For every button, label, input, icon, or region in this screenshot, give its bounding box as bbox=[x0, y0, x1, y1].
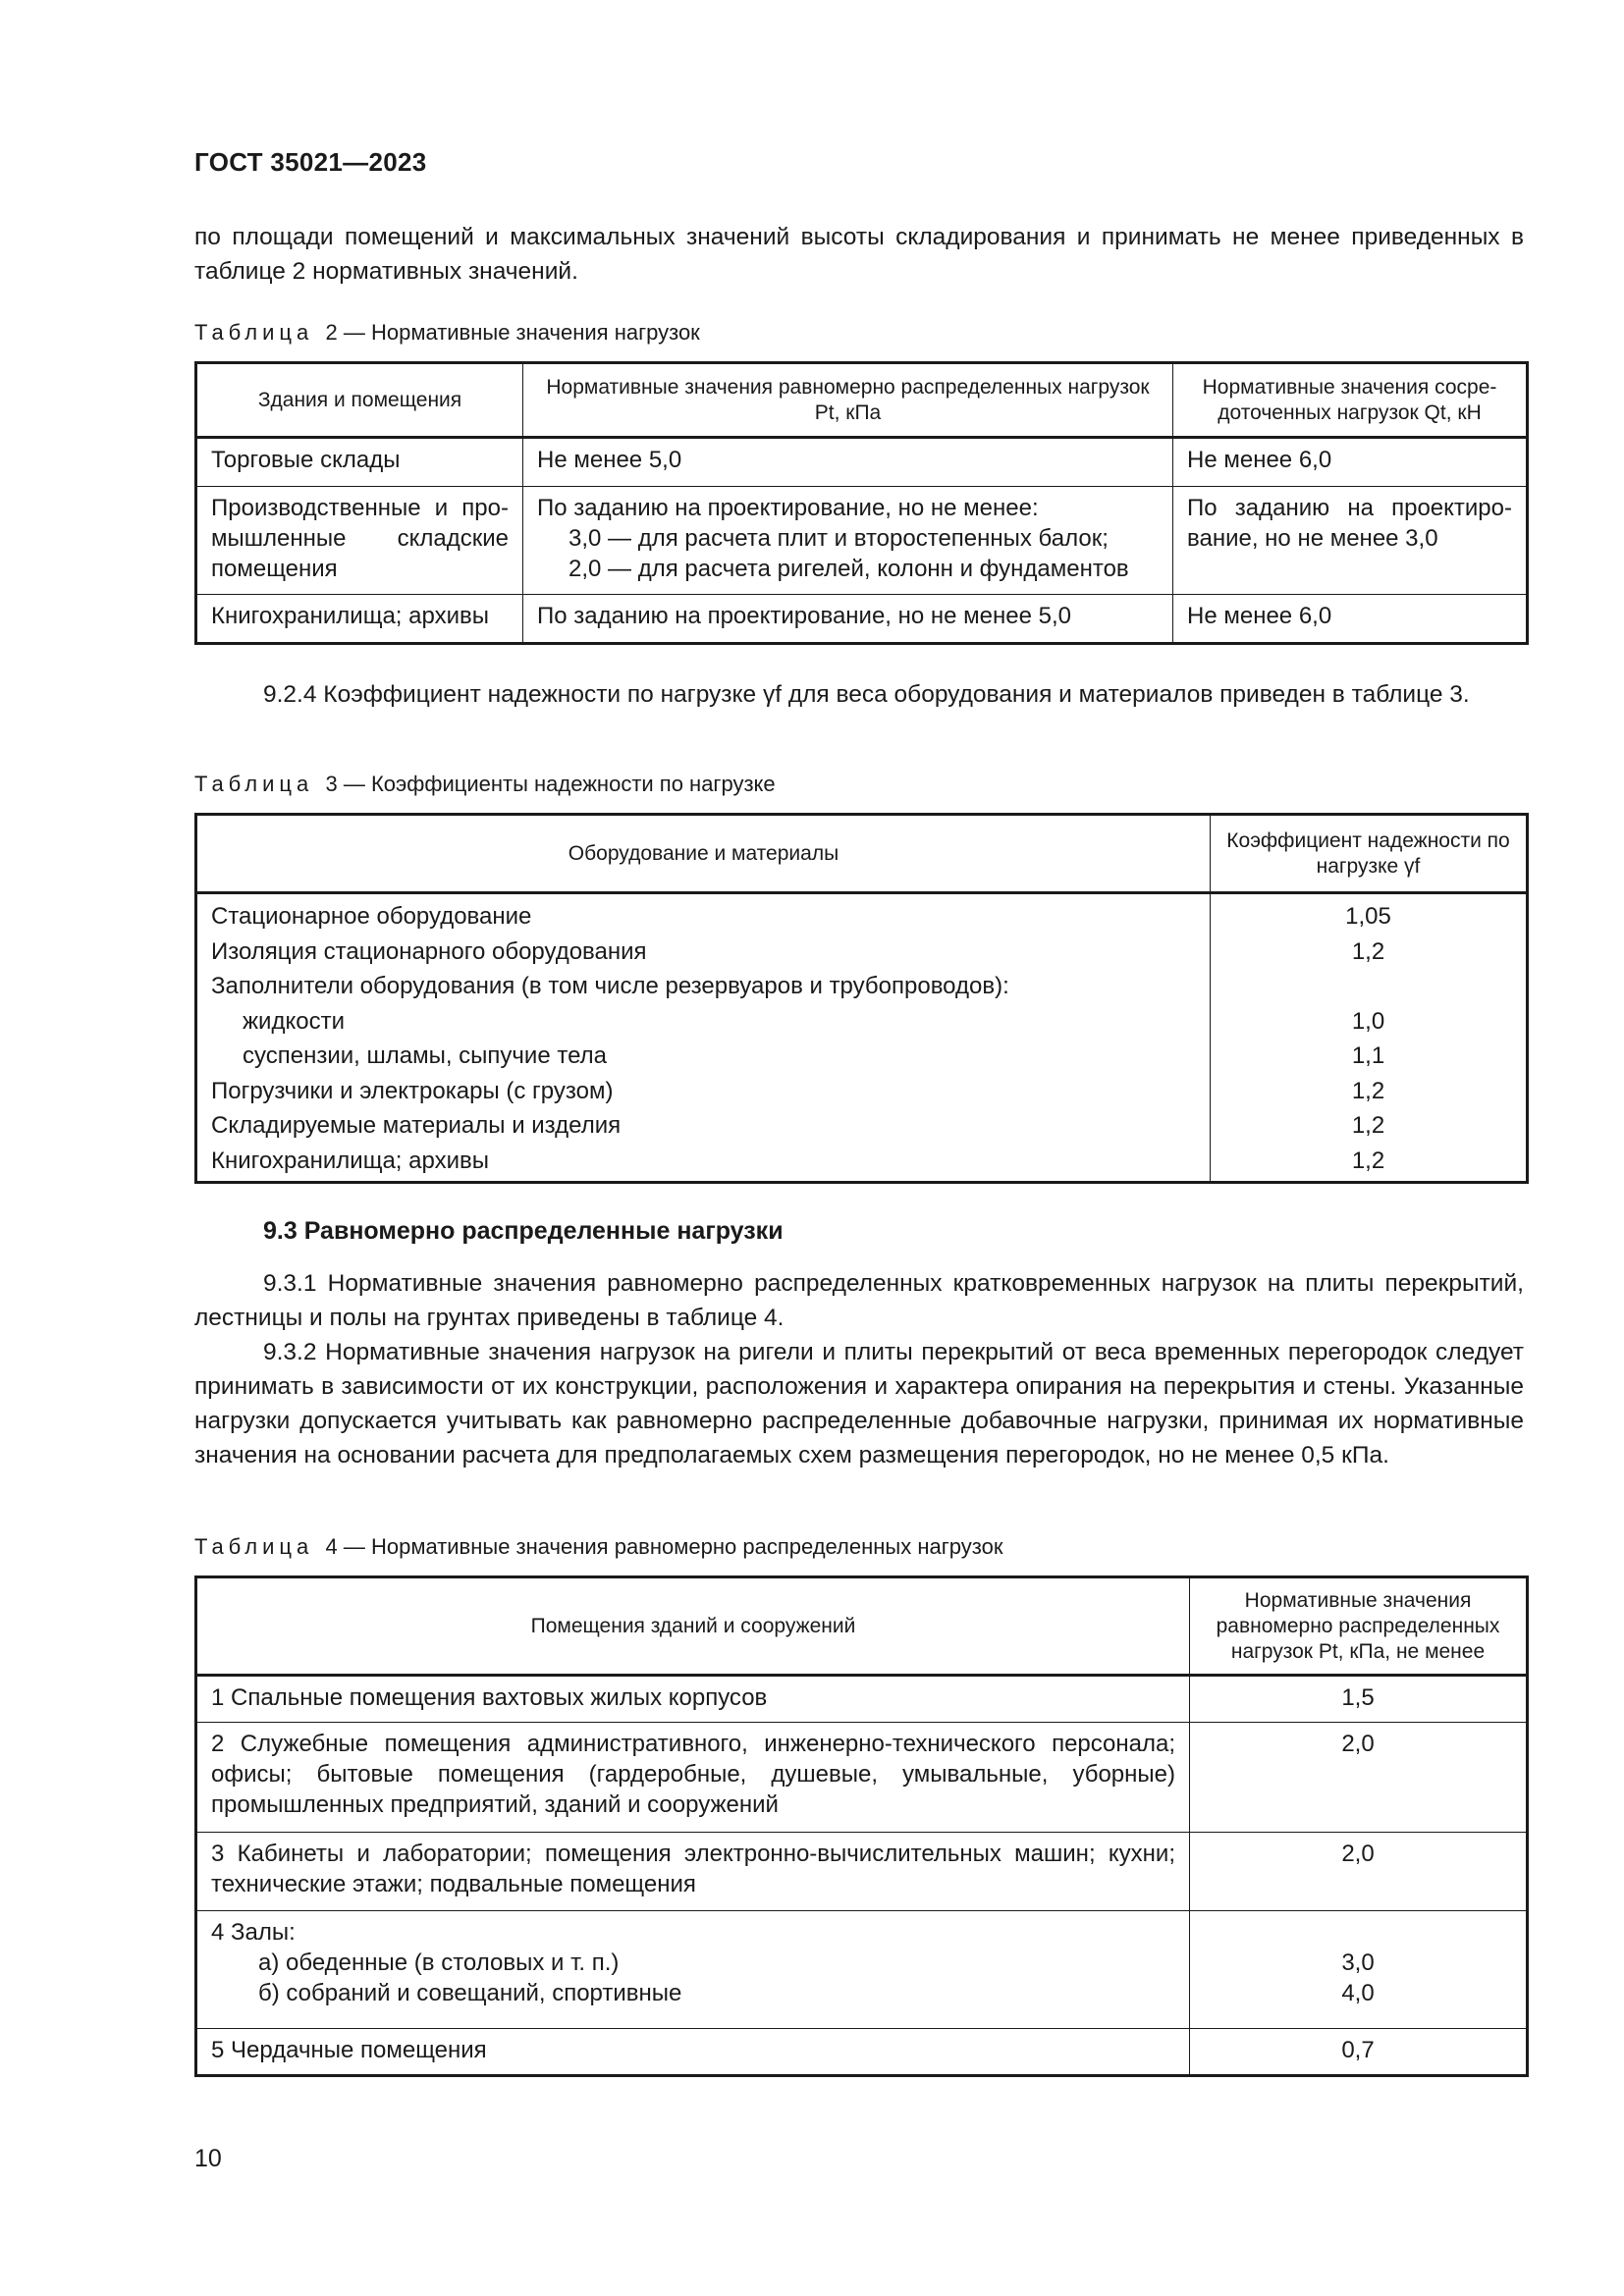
table3-value bbox=[1211, 969, 1528, 1004]
para-924-block bbox=[194, 677, 1524, 712]
table4-value-line bbox=[1204, 1917, 1512, 1948]
table3-caption bbox=[194, 772, 776, 797]
table4-cell: 1 Спальные помещения вахтовых жилых корпусов bbox=[196, 1676, 1190, 1723]
table4-caption bbox=[194, 1534, 1002, 1560]
table2-cell-line: 3,0 — для расчета плит и второстепенных балок; bbox=[568, 525, 1109, 552]
section-heading: 9.3 Равномерно распределенные нагрузки bbox=[263, 1217, 784, 1245]
table2-header-cell: Нормативные значения равномерно распределенных нагрузок Pt, кПа bbox=[523, 363, 1173, 438]
table4-value: 2,0 bbox=[1190, 1833, 1528, 1911]
table3-name: жидкости bbox=[196, 1004, 1211, 1040]
table-row bbox=[196, 969, 1528, 1004]
intro-paragraph-block bbox=[194, 220, 1524, 289]
table4-cell bbox=[196, 1911, 1190, 2029]
table3-value: 1,0 bbox=[1211, 1004, 1528, 1040]
table3-name: Изоляция стационарного оборудования bbox=[196, 934, 1211, 970]
table-row bbox=[196, 487, 1528, 595]
table4-cell-line: 4 Залы: bbox=[211, 1919, 296, 1946]
table2-cell: Торговые склады bbox=[196, 438, 523, 487]
table2 bbox=[194, 361, 1529, 645]
table3-name: Складируемые материалы и изделия bbox=[196, 1108, 1211, 1144]
table4-value: 1,5 bbox=[1190, 1676, 1528, 1723]
table2-header-cell: Нормативные значения сосредоточенных нагрузок Qt, кН bbox=[1173, 363, 1528, 438]
table-row bbox=[196, 1911, 1528, 2029]
table2-cell: Производственные и промышленные складские помещения bbox=[196, 487, 523, 595]
table4-value bbox=[1190, 1911, 1528, 2029]
table-row bbox=[196, 2029, 1528, 2076]
table-row bbox=[196, 934, 1528, 970]
table4-cell-line: а) обеденные (в столовых и т. п.) bbox=[258, 1949, 620, 1976]
table-row bbox=[196, 1833, 1528, 1911]
table2-header-row bbox=[196, 363, 1528, 438]
para-932: 9.3.2 Нормативные значения нагрузок на ригели и плиты перекрытий от веса временных перегородок следует принимать в зависимости от их конструкции, расположения и характера опирания на перекрытия и стены. Указанные нагрузки допускается учитывать как равномерно распределенные добавочные нагрузки, принимая их нормативные значения на основании расчета для предполагаемых схем размещения перегородок, но не менее 0,5 кПа. bbox=[194, 1339, 1524, 1468]
table2-cell: Не менее 5,0 bbox=[523, 438, 1173, 487]
table2-cell: Не менее 6,0 bbox=[1173, 438, 1528, 487]
document-header: ГОСТ 35021—2023 bbox=[194, 147, 427, 177]
table4 bbox=[194, 1575, 1529, 2077]
table2-cell: Не менее 6,0 bbox=[1173, 595, 1528, 644]
table3-value: 1,2 bbox=[1211, 1144, 1528, 1183]
table2-cell: Книгохранилища; архивы bbox=[196, 595, 523, 644]
para-93-block bbox=[194, 1266, 1524, 1472]
table3-value: 1,2 bbox=[1211, 1108, 1528, 1144]
table-row bbox=[196, 595, 1528, 644]
table2-cell: По заданию на проектирование, но не менее 5,0 bbox=[523, 595, 1173, 644]
table-row bbox=[196, 1039, 1528, 1074]
table-row bbox=[196, 1723, 1528, 1833]
table3 bbox=[194, 813, 1529, 1184]
page-number: 10 bbox=[194, 2145, 222, 2172]
table3-name: Заполнители оборудования (в том числе резервуаров и трубопроводов): bbox=[196, 969, 1211, 1004]
table3-name: суспензии, шламы, сыпучие тела bbox=[196, 1039, 1211, 1074]
table4-value: 2,0 bbox=[1190, 1723, 1528, 1833]
table-row bbox=[196, 1676, 1528, 1723]
para-931: 9.3.1 Нормативные значения равномерно распределенных кратковременных нагрузок на плиты перекрытий, лестницы и полы на грунтах приведены в таблице 4. bbox=[194, 1270, 1524, 1331]
table3-name: Стационарное оборудование bbox=[196, 893, 1211, 934]
table3-value: 1,2 bbox=[1211, 1074, 1528, 1109]
table-row bbox=[196, 438, 1528, 487]
table4-cell: 2 Служебные помещения административного, инженерно-технического персонала; офисы; бытовые помещения (гардеробные, душевые, умывальные, уборные) промышленных предприятий, зданий и сооружений bbox=[196, 1723, 1190, 1833]
table4-header-row bbox=[196, 1577, 1528, 1676]
table4-header-cell: Помещения зданий и сооружений bbox=[196, 1577, 1190, 1676]
table4-header-cell: Нормативные значения равномерно распределенных нагрузок Pt, кПа, не менее bbox=[1190, 1577, 1528, 1676]
table4-value-line: 3,0 bbox=[1341, 1949, 1375, 1976]
intro-paragraph: по площади помещений и максимальных значений высоты складирования и принимать не менее приведенных в таблице 2 нормативных значений. bbox=[194, 224, 1524, 285]
table2-header-cell: Здания и помещения bbox=[196, 363, 523, 438]
table-row bbox=[196, 1004, 1528, 1040]
table3-value: 1,1 bbox=[1211, 1039, 1528, 1074]
table2-caption-text: 2 — Нормативные значения нагрузок bbox=[325, 320, 700, 345]
table3-value: 1,2 bbox=[1211, 934, 1528, 970]
table2-cell-line: По заданию на проектирование, но не менее: bbox=[537, 495, 1039, 521]
para-924: 9.2.4 Коэффициент надежности по нагрузке γf для веса оборудования и материалов приведен в таблице 3. bbox=[263, 681, 1470, 708]
table4-cell: 3 Кабинеты и лаборатории; помещения электронно-вычислительных машин; кухни; технические этажи; подвальные помещения bbox=[196, 1833, 1190, 1911]
table2-caption bbox=[194, 320, 700, 346]
table-row bbox=[196, 1108, 1528, 1144]
table3-header-cell: Коэффициент надежности по нагрузке γf bbox=[1211, 815, 1528, 893]
table4-cell: 5 Чердачные помещения bbox=[196, 2029, 1190, 2076]
table3-name: Книгохранилища; архивы bbox=[196, 1144, 1211, 1183]
table4-cell-line: б) собраний и совещаний, спортивные bbox=[258, 1980, 682, 2006]
table3-caption-label: Таблица bbox=[194, 772, 314, 796]
table2-caption-label: Таблица bbox=[194, 320, 314, 345]
table-row bbox=[196, 1074, 1528, 1109]
table-row bbox=[196, 1144, 1528, 1183]
table3-header-cell: Оборудование и материалы bbox=[196, 815, 1211, 893]
table3-caption-text: 3 — Коэффициенты надежности по нагрузке bbox=[325, 772, 776, 796]
table4-value: 0,7 bbox=[1190, 2029, 1528, 2076]
table2-cell: По заданию на проектирование, но не менее 3,0 bbox=[1173, 487, 1528, 595]
table4-caption-text: 4 — Нормативные значения равномерно распределенных нагрузок bbox=[325, 1534, 1003, 1559]
table3-value: 1,05 bbox=[1211, 893, 1528, 934]
table4-caption-label: Таблица bbox=[194, 1534, 314, 1559]
table3-header-row bbox=[196, 815, 1528, 893]
table2-cell-line: 2,0 — для расчета ригелей, колонн и фундаментов bbox=[568, 556, 1129, 582]
table2-cell bbox=[523, 487, 1173, 595]
table4-value-line: 4,0 bbox=[1341, 1980, 1375, 2006]
table-row bbox=[196, 893, 1528, 934]
table3-name: Погрузчики и электрокары (с грузом) bbox=[196, 1074, 1211, 1109]
